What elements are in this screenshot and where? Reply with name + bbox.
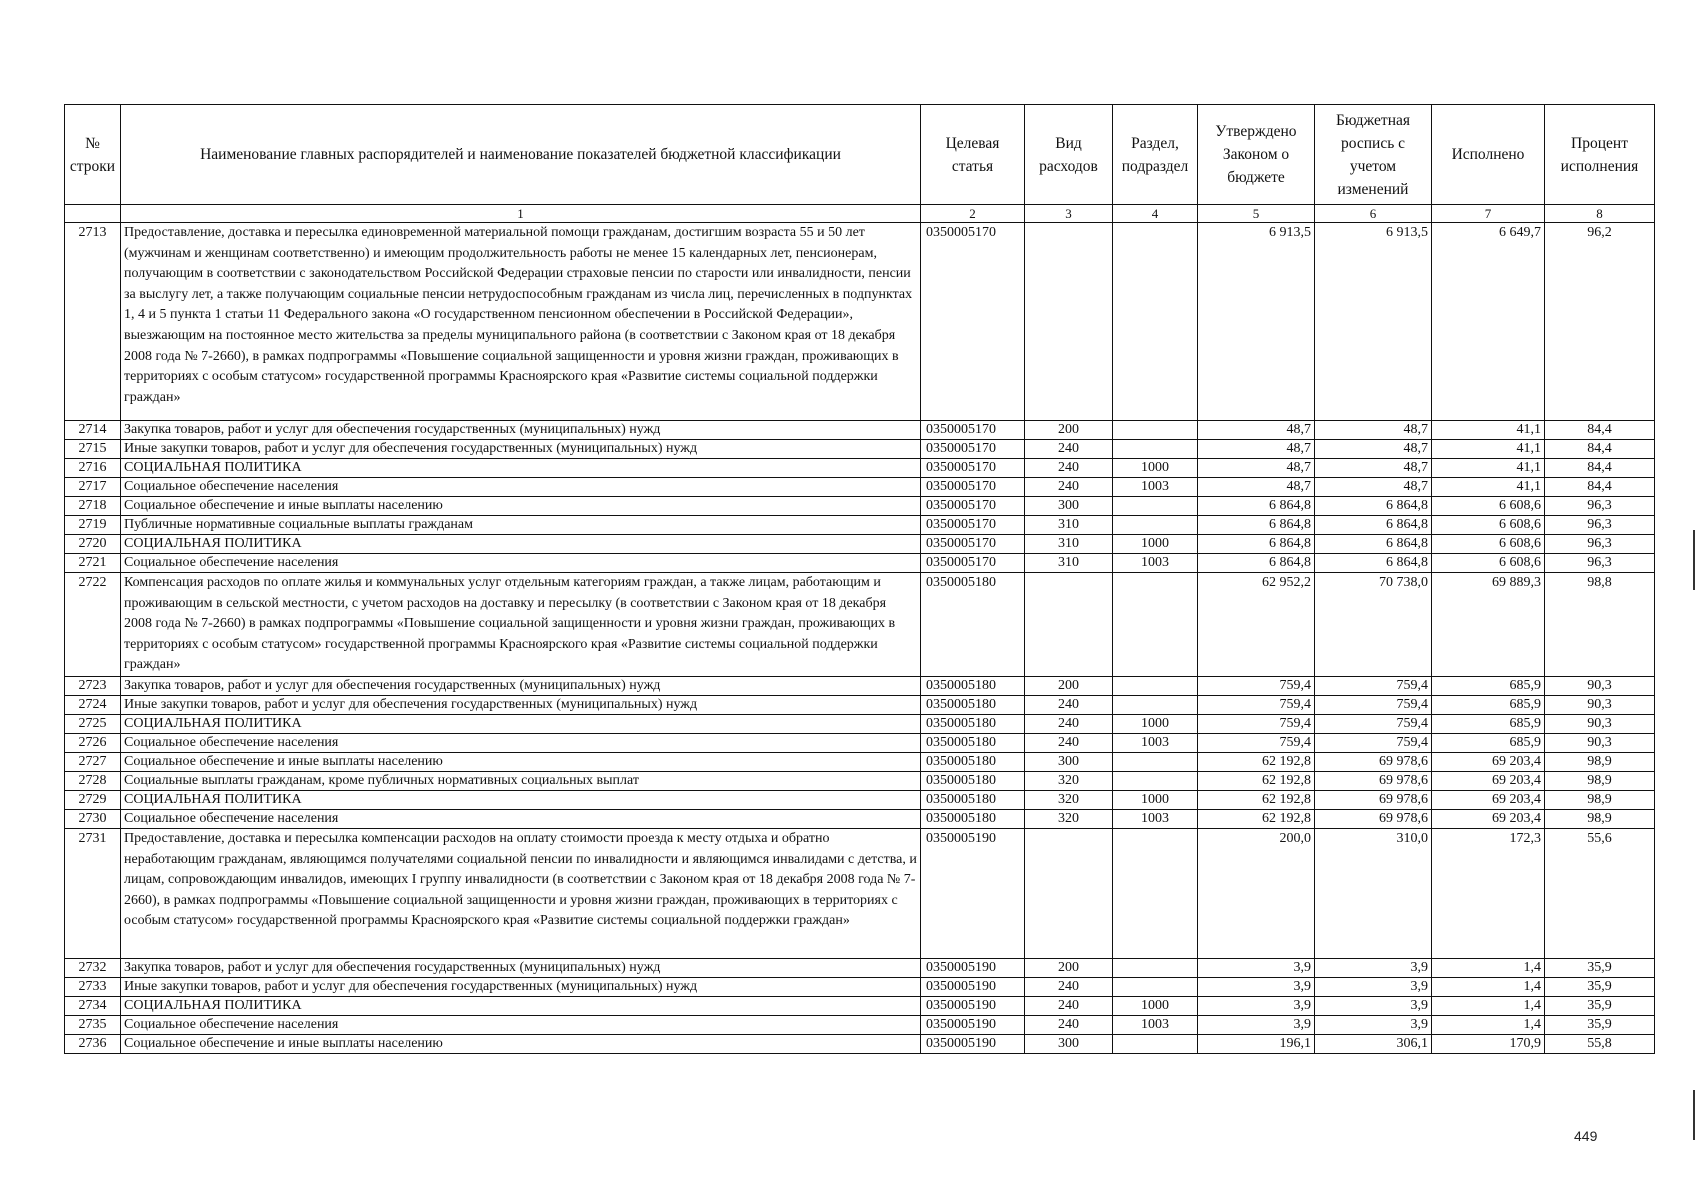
row-executed: 685,9: [1432, 734, 1545, 753]
row-percent: 90,3: [1545, 696, 1655, 715]
row-name: Социальное обеспечение населения: [121, 810, 921, 829]
row-section: 1003: [1113, 734, 1198, 753]
row-target-article: 0350005180: [921, 573, 1025, 677]
row-target-article: 0350005180: [921, 772, 1025, 791]
row-number: 2735: [65, 1016, 121, 1035]
row-percent: 90,3: [1545, 734, 1655, 753]
table-row: [65, 715, 1655, 734]
row-expense-kind: 240: [1025, 997, 1113, 1016]
row-budget-schedule: 3,9: [1315, 997, 1432, 1016]
row-target-article: 0350005190: [921, 1035, 1025, 1054]
row-percent: 90,3: [1545, 677, 1655, 696]
row-expense-kind: 320: [1025, 791, 1113, 810]
row-budget-schedule: 69 978,6: [1315, 810, 1432, 829]
column-number: 1: [121, 205, 921, 223]
row-section: [1113, 772, 1198, 791]
column-number: 2: [921, 205, 1025, 223]
row-approved: 6 864,8: [1198, 535, 1315, 554]
row-expense-kind: 310: [1025, 554, 1113, 573]
row-number: 2721: [65, 554, 121, 573]
row-budget-schedule: 69 978,6: [1315, 791, 1432, 810]
row-expense-kind: 310: [1025, 535, 1113, 554]
row-executed: 41,1: [1432, 421, 1545, 440]
row-name: Компенсация расходов по оплате жилья и коммунальных услуг отдельным категориям граждан, а также лицам, работающим и проживающим в сельской местности, с учетом расходов на доставку и пересылку (в соответствии с Законом края от 18 декабря 2008 года № 7-2660) в рамках подпрограммы «Повышение социальной защищенности и уровня жизни граждан, проживающих в территориях с особым статусом» государственной программы Красноярского края «Развитие системы социальной поддержки граждан»: [121, 573, 921, 677]
row-executed: 6 649,7: [1432, 223, 1545, 421]
row-executed: 41,1: [1432, 459, 1545, 478]
table-row: [65, 421, 1655, 440]
row-budget-schedule: 3,9: [1315, 959, 1432, 978]
row-approved: 3,9: [1198, 978, 1315, 997]
row-number: 2714: [65, 421, 121, 440]
table-row: [65, 535, 1655, 554]
row-percent: 96,3: [1545, 535, 1655, 554]
row-percent: 98,9: [1545, 810, 1655, 829]
header-approved: Утверждено Законом о бюджете: [1198, 105, 1315, 205]
row-executed: 1,4: [1432, 997, 1545, 1016]
row-name: Социальное обеспечение и иные выплаты населению: [121, 497, 921, 516]
table-row: [65, 1016, 1655, 1035]
row-section: 1000: [1113, 459, 1198, 478]
row-section: [1113, 421, 1198, 440]
row-expense-kind: 240: [1025, 440, 1113, 459]
row-percent: 35,9: [1545, 997, 1655, 1016]
row-expense-kind: 200: [1025, 421, 1113, 440]
table-row: [65, 516, 1655, 535]
page-number: 449: [1574, 1128, 1598, 1144]
row-approved: 62 192,8: [1198, 810, 1315, 829]
budget-table: [64, 104, 1655, 1054]
row-section: [1113, 440, 1198, 459]
row-budget-schedule: 759,4: [1315, 715, 1432, 734]
row-section: 1003: [1113, 810, 1198, 829]
row-budget-schedule: 3,9: [1315, 978, 1432, 997]
row-section: [1113, 573, 1198, 677]
row-name: Социальное обеспечение населения: [121, 478, 921, 497]
row-name: Иные закупки товаров, работ и услуг для обеспечения государственных (муниципальных) нужд: [121, 696, 921, 715]
row-budget-schedule: 306,1: [1315, 1035, 1432, 1054]
row-approved: 6 913,5: [1198, 223, 1315, 421]
row-budget-schedule: 759,4: [1315, 696, 1432, 715]
row-number: 2733: [65, 978, 121, 997]
row-expense-kind: 200: [1025, 677, 1113, 696]
row-target-article: 0350005180: [921, 677, 1025, 696]
row-executed: 1,4: [1432, 1016, 1545, 1035]
row-number: 2732: [65, 959, 121, 978]
table-header-row: [65, 105, 1655, 205]
table-row: [65, 696, 1655, 715]
row-target-article: 0350005180: [921, 810, 1025, 829]
row-approved: 6 864,8: [1198, 554, 1315, 573]
row-target-article: 0350005190: [921, 829, 1025, 959]
row-approved: 3,9: [1198, 997, 1315, 1016]
row-budget-schedule: 70 738,0: [1315, 573, 1432, 677]
row-number: 2722: [65, 573, 121, 677]
row-section: [1113, 753, 1198, 772]
row-expense-kind: 240: [1025, 978, 1113, 997]
row-approved: 3,9: [1198, 959, 1315, 978]
row-executed: 1,4: [1432, 978, 1545, 997]
row-executed: 172,3: [1432, 829, 1545, 959]
row-expense-kind: 310: [1025, 516, 1113, 535]
row-percent: 35,9: [1545, 959, 1655, 978]
table-row: [65, 223, 1655, 421]
table-row: [65, 791, 1655, 810]
row-name: СОЦИАЛЬНАЯ ПОЛИТИКА: [121, 997, 921, 1016]
row-percent: 35,9: [1545, 1016, 1655, 1035]
row-approved: 62 952,2: [1198, 573, 1315, 677]
row-approved: 759,4: [1198, 715, 1315, 734]
row-approved: 200,0: [1198, 829, 1315, 959]
row-approved: 48,7: [1198, 459, 1315, 478]
row-budget-schedule: 48,7: [1315, 459, 1432, 478]
row-target-article: 0350005170: [921, 497, 1025, 516]
row-section: [1113, 829, 1198, 959]
row-number: 2727: [65, 753, 121, 772]
row-budget-schedule: 310,0: [1315, 829, 1432, 959]
row-target-article: 0350005170: [921, 478, 1025, 497]
row-name: Закупка товаров, работ и услуг для обеспечения государственных (муниципальных) нужд: [121, 959, 921, 978]
row-percent: 35,9: [1545, 978, 1655, 997]
row-expense-kind: [1025, 223, 1113, 421]
row-section: [1113, 497, 1198, 516]
row-executed: 69 203,4: [1432, 791, 1545, 810]
row-target-article: 0350005190: [921, 978, 1025, 997]
row-name: Социальные выплаты гражданам, кроме публичных нормативных социальных выплат: [121, 772, 921, 791]
row-name: Закупка товаров, работ и услуг для обеспечения государственных (муниципальных) нужд: [121, 677, 921, 696]
row-percent: 98,9: [1545, 753, 1655, 772]
row-approved: 62 192,8: [1198, 772, 1315, 791]
row-executed: 69 203,4: [1432, 772, 1545, 791]
row-target-article: 0350005170: [921, 554, 1025, 573]
row-expense-kind: 300: [1025, 1035, 1113, 1054]
header-target-article: Целевая статья: [921, 105, 1025, 205]
row-expense-kind: [1025, 573, 1113, 677]
row-executed: 1,4: [1432, 959, 1545, 978]
table-row: [65, 677, 1655, 696]
row-expense-kind: 300: [1025, 753, 1113, 772]
table-row: [65, 440, 1655, 459]
header-executed: Исполнено: [1432, 105, 1545, 205]
row-target-article: 0350005180: [921, 734, 1025, 753]
row-section: [1113, 677, 1198, 696]
row-approved: 48,7: [1198, 440, 1315, 459]
row-number: 2730: [65, 810, 121, 829]
row-number: 2724: [65, 696, 121, 715]
row-section: 1003: [1113, 478, 1198, 497]
row-percent: 98,8: [1545, 573, 1655, 677]
row-target-article: 0350005170: [921, 440, 1025, 459]
row-executed: 41,1: [1432, 478, 1545, 497]
row-approved: 48,7: [1198, 478, 1315, 497]
row-executed: 685,9: [1432, 696, 1545, 715]
row-name: СОЦИАЛЬНАЯ ПОЛИТИКА: [121, 715, 921, 734]
row-expense-kind: 300: [1025, 497, 1113, 516]
row-percent: 98,9: [1545, 772, 1655, 791]
row-budget-schedule: 69 978,6: [1315, 772, 1432, 791]
row-number: 2736: [65, 1035, 121, 1054]
row-executed: 685,9: [1432, 715, 1545, 734]
row-target-article: 0350005180: [921, 696, 1025, 715]
row-name: Предоставление, доставка и пересылка компенсации расходов на оплату стоимости проезда к месту отдыха и обратно неработающим гражданам, являющимся получателями социальной пенсии по инвалидности и являющимся инвалидами с детства, и лицам, сопровождающим инвалидов, имеющих I группу инвалидности (в соответствии с Законом края от 18 декабря 2008 года № 7-2660), в рамках подпрограммы «Повышение социальной защищенности и уровня жизни граждан, проживающих в территориях с особым статусом» государственной программы Красноярского края «Развитие системы социальной поддержки граждан»: [121, 829, 921, 959]
budget-table-sheet: [64, 104, 1654, 1054]
table-row: [65, 478, 1655, 497]
row-expense-kind: 240: [1025, 1016, 1113, 1035]
row-target-article: 0350005190: [921, 959, 1025, 978]
row-number: 2723: [65, 677, 121, 696]
row-number: 2716: [65, 459, 121, 478]
row-executed: 685,9: [1432, 677, 1545, 696]
row-percent: 84,4: [1545, 440, 1655, 459]
table-row: [65, 753, 1655, 772]
row-number: 2725: [65, 715, 121, 734]
row-target-article: 0350005180: [921, 715, 1025, 734]
row-section: [1113, 516, 1198, 535]
row-approved: 759,4: [1198, 677, 1315, 696]
row-name: СОЦИАЛЬНАЯ ПОЛИТИКА: [121, 535, 921, 554]
row-name: СОЦИАЛЬНАЯ ПОЛИТИКА: [121, 459, 921, 478]
row-section: [1113, 696, 1198, 715]
row-section: [1113, 1035, 1198, 1054]
row-approved: 3,9: [1198, 1016, 1315, 1035]
row-target-article: 0350005190: [921, 1016, 1025, 1035]
row-percent: 55,6: [1545, 829, 1655, 959]
row-budget-schedule: 6 864,8: [1315, 497, 1432, 516]
row-target-article: 0350005180: [921, 791, 1025, 810]
row-executed: 6 608,6: [1432, 497, 1545, 516]
row-budget-schedule: 48,7: [1315, 440, 1432, 459]
row-executed: 6 608,6: [1432, 535, 1545, 554]
table-row: [65, 497, 1655, 516]
table-row: [65, 573, 1655, 677]
header-name: Наименование главных распорядителей и наименование показателей бюджетной классификации: [121, 105, 921, 205]
row-name: Иные закупки товаров, работ и услуг для обеспечения государственных (муниципальных) нужд: [121, 978, 921, 997]
row-executed: 170,9: [1432, 1035, 1545, 1054]
row-percent: 84,4: [1545, 421, 1655, 440]
row-name: Социальное обеспечение и иные выплаты населению: [121, 1035, 921, 1054]
row-number: 2715: [65, 440, 121, 459]
table-row: [65, 772, 1655, 791]
row-section: [1113, 959, 1198, 978]
table-row: [65, 554, 1655, 573]
table-row: [65, 959, 1655, 978]
row-target-article: 0350005170: [921, 535, 1025, 554]
row-expense-kind: 320: [1025, 772, 1113, 791]
row-approved: 62 192,8: [1198, 791, 1315, 810]
row-expense-kind: 240: [1025, 715, 1113, 734]
row-number: 2729: [65, 791, 121, 810]
row-expense-kind: [1025, 829, 1113, 959]
row-approved: 196,1: [1198, 1035, 1315, 1054]
row-budget-schedule: 3,9: [1315, 1016, 1432, 1035]
row-approved: 6 864,8: [1198, 516, 1315, 535]
row-target-article: 0350005190: [921, 997, 1025, 1016]
row-section: 1000: [1113, 715, 1198, 734]
table-row: [65, 997, 1655, 1016]
row-expense-kind: 240: [1025, 696, 1113, 715]
column-number: 3: [1025, 205, 1113, 223]
row-approved: 62 192,8: [1198, 753, 1315, 772]
row-name: Публичные нормативные социальные выплаты гражданам: [121, 516, 921, 535]
row-percent: 96,2: [1545, 223, 1655, 421]
row-name: Социальное обеспечение и иные выплаты населению: [121, 753, 921, 772]
row-percent: 55,8: [1545, 1035, 1655, 1054]
row-number: 2719: [65, 516, 121, 535]
row-expense-kind: 240: [1025, 478, 1113, 497]
row-budget-schedule: 6 864,8: [1315, 516, 1432, 535]
row-number: 2720: [65, 535, 121, 554]
row-number: 2726: [65, 734, 121, 753]
table-row: [65, 1035, 1655, 1054]
row-section: [1113, 978, 1198, 997]
table-row: [65, 810, 1655, 829]
table-row: [65, 978, 1655, 997]
column-number: [65, 205, 121, 223]
row-target-article: 0350005170: [921, 516, 1025, 535]
table-body: [65, 223, 1655, 1054]
row-number: 2728: [65, 772, 121, 791]
row-section: 1000: [1113, 535, 1198, 554]
row-target-article: 0350005170: [921, 459, 1025, 478]
row-section: [1113, 223, 1198, 421]
header-expense-kind: Вид расходов: [1025, 105, 1113, 205]
table-row: [65, 829, 1655, 959]
row-executed: 69 203,4: [1432, 753, 1545, 772]
table-row: [65, 459, 1655, 478]
row-approved: 759,4: [1198, 734, 1315, 753]
row-number: 2713: [65, 223, 121, 421]
row-expense-kind: 240: [1025, 459, 1113, 478]
header-budget-schedule: Бюджетная роспись с учетом изменений: [1315, 105, 1432, 205]
row-approved: 6 864,8: [1198, 497, 1315, 516]
row-target-article: 0350005180: [921, 753, 1025, 772]
header-row-number: № строки: [65, 105, 121, 205]
row-target-article: 0350005170: [921, 421, 1025, 440]
column-number: 4: [1113, 205, 1198, 223]
row-number: 2717: [65, 478, 121, 497]
row-name: Социальное обеспечение населения: [121, 1016, 921, 1035]
row-budget-schedule: 48,7: [1315, 421, 1432, 440]
scan-edge-mark: [1693, 530, 1695, 590]
row-budget-schedule: 759,4: [1315, 677, 1432, 696]
row-executed: 6 608,6: [1432, 516, 1545, 535]
row-budget-schedule: 69 978,6: [1315, 753, 1432, 772]
column-number: 8: [1545, 205, 1655, 223]
header-percent: Процент исполнения: [1545, 105, 1655, 205]
row-percent: 90,3: [1545, 715, 1655, 734]
row-budget-schedule: 6 913,5: [1315, 223, 1432, 421]
row-executed: 69 889,3: [1432, 573, 1545, 677]
row-budget-schedule: 6 864,8: [1315, 535, 1432, 554]
row-percent: 96,3: [1545, 516, 1655, 535]
column-number-row: [65, 205, 1655, 223]
row-percent: 84,4: [1545, 478, 1655, 497]
row-budget-schedule: 48,7: [1315, 478, 1432, 497]
header-section: Раздел, подраздел: [1113, 105, 1198, 205]
row-name: СОЦИАЛЬНАЯ ПОЛИТИКА: [121, 791, 921, 810]
column-number: 7: [1432, 205, 1545, 223]
row-section: 1000: [1113, 997, 1198, 1016]
row-expense-kind: 240: [1025, 734, 1113, 753]
row-target-article: 0350005170: [921, 223, 1025, 421]
row-name: Предоставление, доставка и пересылка единовременной материальной помощи гражданам, достигшим возраста 55 и 50 лет (мужчинам и женщинам соответственно) и имеющим продолжительность работы не менее 15 календарных лет, пенсионерам, получающим в соответствии с законодательством Российской Федерации страховые пенсии по старости или инвалидности, пенсии за выслугу лет, а также получающим социальные пенсии нетрудоспособным гражданам из числа лиц, перечисленных в подпунктах 1, 4 и 5 пункта 1 статьи 11 Федерального закона «О государственном пенсионном обеспечении в Российской Федерации», выезжающим на постоянное место жительства за пределы муниципального района (в соответствии с Законом края от 18 декабря 2008 года № 7-2660), в рамках подпрограммы «Повышение социальной защищенности и уровня жизни граждан, проживающих в территориях с особым статусом» государственной программы Красноярского края «Развитие системы социальной поддержки граждан»: [121, 223, 921, 421]
row-budget-schedule: 759,4: [1315, 734, 1432, 753]
row-percent: 96,3: [1545, 554, 1655, 573]
row-budget-schedule: 6 864,8: [1315, 554, 1432, 573]
row-number: 2718: [65, 497, 121, 516]
row-number: 2731: [65, 829, 121, 959]
row-section: 1000: [1113, 791, 1198, 810]
column-number: 6: [1315, 205, 1432, 223]
row-executed: 41,1: [1432, 440, 1545, 459]
row-name: Социальное обеспечение населения: [121, 734, 921, 753]
row-percent: 84,4: [1545, 459, 1655, 478]
row-percent: 96,3: [1545, 497, 1655, 516]
column-number: 5: [1198, 205, 1315, 223]
row-name: Социальное обеспечение населения: [121, 554, 921, 573]
scan-edge-mark: [1693, 1090, 1695, 1140]
row-expense-kind: 200: [1025, 959, 1113, 978]
row-executed: 69 203,4: [1432, 810, 1545, 829]
table-row: [65, 734, 1655, 753]
row-name: Иные закупки товаров, работ и услуг для обеспечения государственных (муниципальных) нужд: [121, 440, 921, 459]
row-section: 1003: [1113, 554, 1198, 573]
row-percent: 98,9: [1545, 791, 1655, 810]
row-approved: 759,4: [1198, 696, 1315, 715]
row-executed: 6 608,6: [1432, 554, 1545, 573]
row-approved: 48,7: [1198, 421, 1315, 440]
row-section: 1003: [1113, 1016, 1198, 1035]
row-number: 2734: [65, 997, 121, 1016]
row-name: Закупка товаров, работ и услуг для обеспечения государственных (муниципальных) нужд: [121, 421, 921, 440]
row-expense-kind: 320: [1025, 810, 1113, 829]
